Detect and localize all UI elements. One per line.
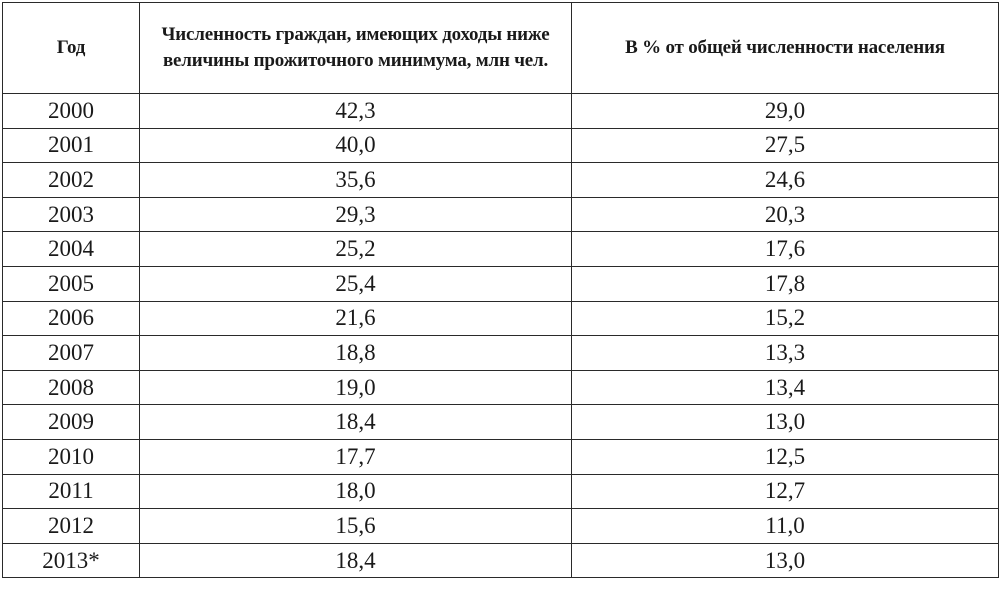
cell-percent: 24,6	[572, 163, 999, 198]
cell-percent: 13,0	[572, 405, 999, 440]
cell-percent: 13,3	[572, 336, 999, 371]
cell-count: 18,4	[140, 543, 572, 578]
cell-count: 21,6	[140, 301, 572, 336]
table-row	[3, 336, 999, 371]
cell-count: 18,0	[140, 474, 572, 509]
cell-year: 2006	[3, 301, 140, 336]
cell-count: 25,4	[140, 266, 572, 301]
cell-percent: 27,5	[572, 128, 999, 163]
header-percent: В % от общей численности населения	[572, 3, 999, 94]
cell-percent: 13,4	[572, 370, 999, 405]
table-row	[3, 439, 999, 474]
cell-percent: 17,6	[572, 232, 999, 267]
table-row	[3, 370, 999, 405]
table-row	[3, 163, 999, 198]
table-header	[3, 3, 999, 94]
cell-percent: 29,0	[572, 94, 999, 129]
cell-year: 2003	[3, 197, 140, 232]
table-row	[3, 266, 999, 301]
cell-year: 2010	[3, 439, 140, 474]
cell-year: 2001	[3, 128, 140, 163]
cell-count: 25,2	[140, 232, 572, 267]
table-row	[3, 301, 999, 336]
cell-count: 35,6	[140, 163, 572, 198]
cell-percent: 11,0	[572, 509, 999, 544]
cell-year: 2000	[3, 94, 140, 129]
poverty-statistics-table	[2, 2, 999, 578]
header-count: Численность граждан, имеющих доходы ниже величины прожиточного минимума, млн чел.	[140, 3, 572, 94]
cell-percent: 17,8	[572, 266, 999, 301]
table-row	[3, 509, 999, 544]
table-row	[3, 543, 999, 578]
table-row	[3, 474, 999, 509]
cell-percent: 12,7	[572, 474, 999, 509]
cell-percent: 20,3	[572, 197, 999, 232]
cell-year: 2007	[3, 336, 140, 371]
cell-year: 2008	[3, 370, 140, 405]
cell-count: 29,3	[140, 197, 572, 232]
table-row	[3, 232, 999, 267]
cell-percent: 13,0	[572, 543, 999, 578]
cell-year: 2009	[3, 405, 140, 440]
table-row	[3, 405, 999, 440]
header-row	[3, 3, 999, 94]
cell-count: 42,3	[140, 94, 572, 129]
cell-count: 15,6	[140, 509, 572, 544]
cell-count: 17,7	[140, 439, 572, 474]
cell-count: 40,0	[140, 128, 572, 163]
cell-count: 19,0	[140, 370, 572, 405]
cell-year: 2005	[3, 266, 140, 301]
table-row	[3, 94, 999, 129]
cell-percent: 15,2	[572, 301, 999, 336]
cell-count: 18,4	[140, 405, 572, 440]
table-body	[3, 94, 999, 578]
header-year: Год	[3, 3, 140, 94]
table-row	[3, 128, 999, 163]
table-row	[3, 197, 999, 232]
cell-year: 2011	[3, 474, 140, 509]
cell-year: 2002	[3, 163, 140, 198]
cell-year: 2013*	[3, 543, 140, 578]
cell-year: 2004	[3, 232, 140, 267]
cell-year: 2012	[3, 509, 140, 544]
cell-percent: 12,5	[572, 439, 999, 474]
cell-count: 18,8	[140, 336, 572, 371]
